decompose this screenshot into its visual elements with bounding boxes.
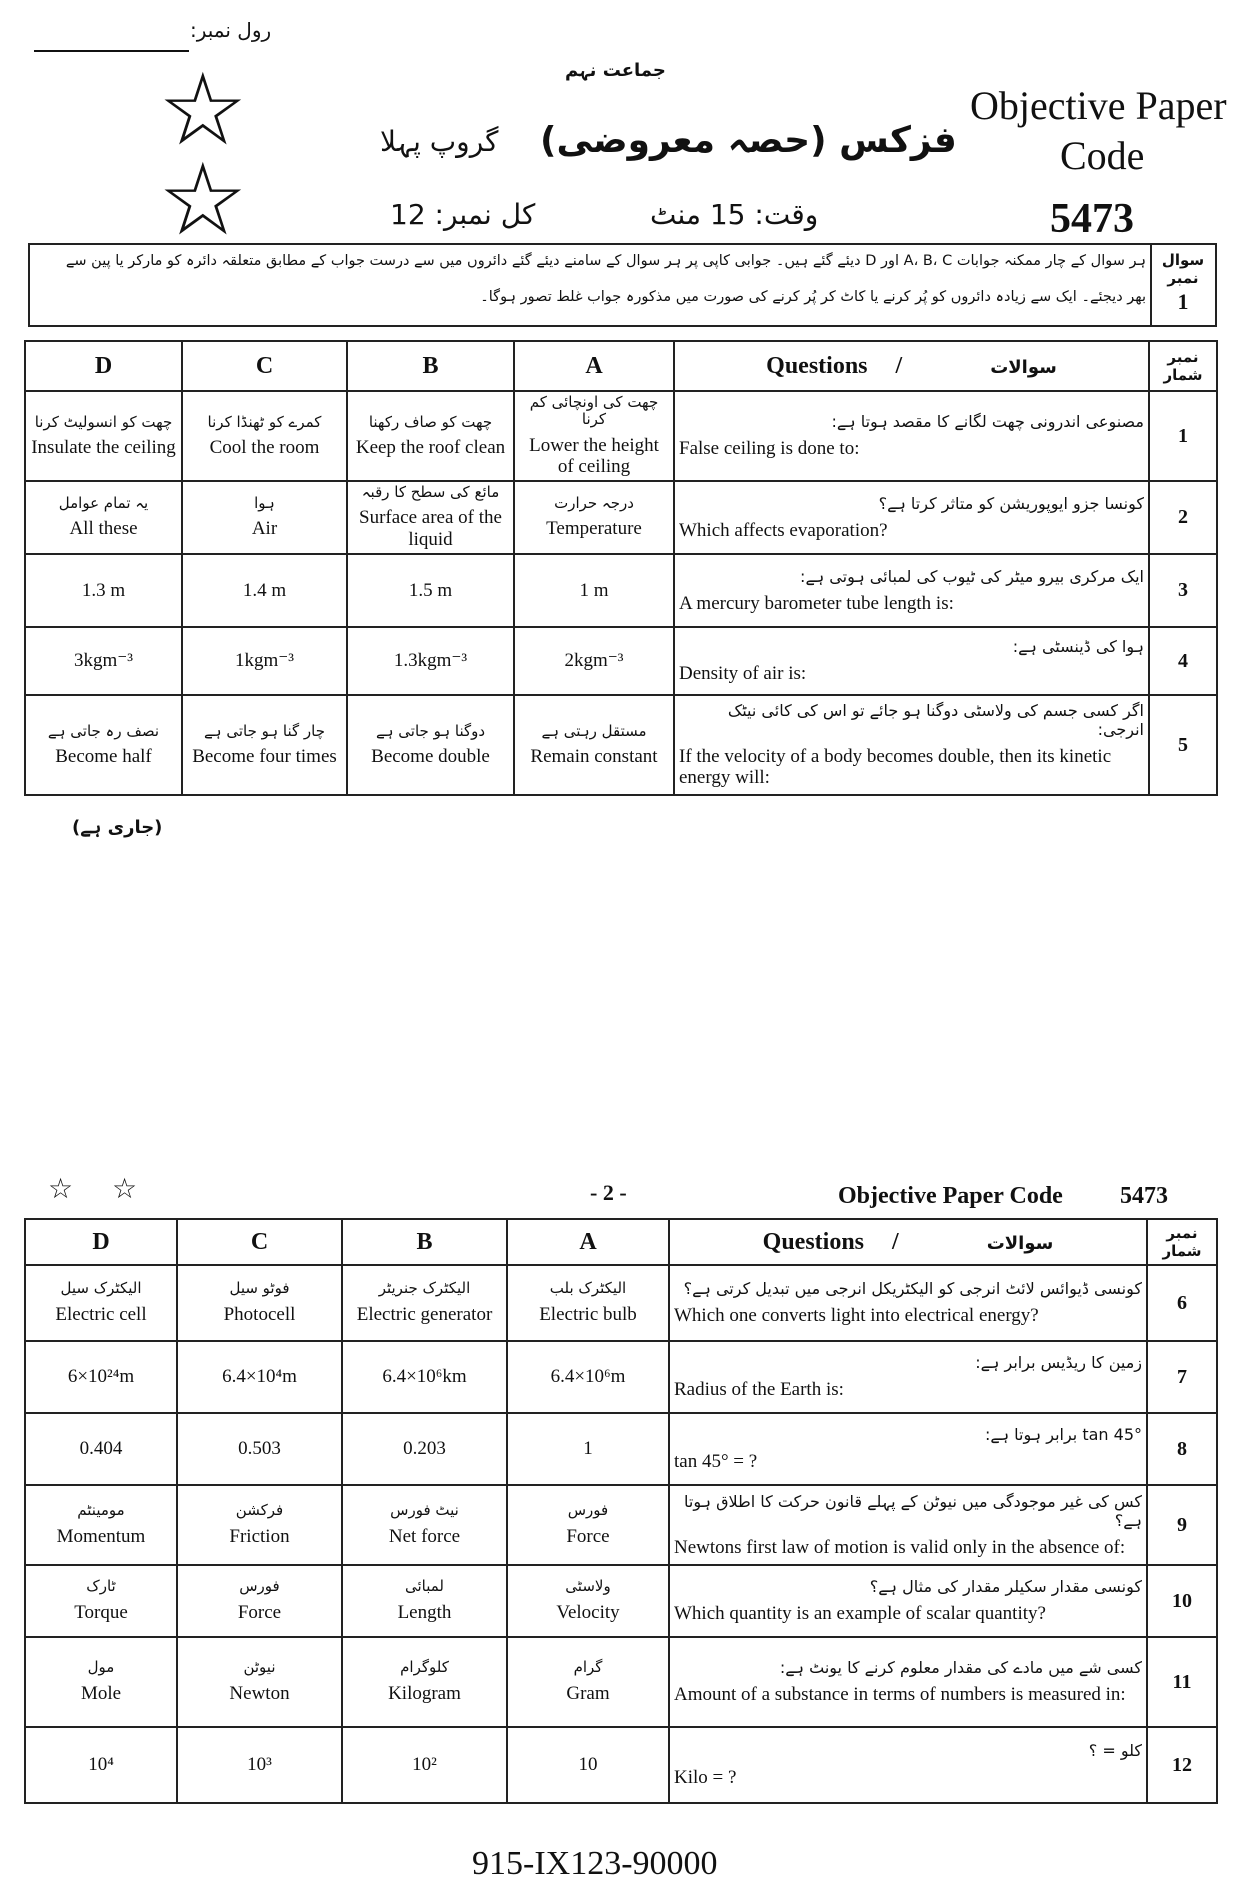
option-c-urdu: فوٹو سیل [229, 1279, 290, 1298]
option-d-english: 3kgm⁻³ [73, 650, 133, 672]
option-d-english: Momentum [56, 1525, 146, 1547]
table-row [25, 1637, 1217, 1727]
star-icon: ☆ [112, 1172, 138, 1205]
question-english: tan 45° = ? [674, 1451, 758, 1473]
option-a-urdu: درجہ حرارت [554, 494, 634, 513]
question-english: False ceiling is done to: [679, 438, 860, 460]
page2-code: 5473 [1120, 1183, 1168, 1209]
table-row [25, 1265, 1217, 1341]
question-cell [669, 1637, 1147, 1727]
question-urdu: کس کی غیر موجودگی میں نیوٹن کے پہلے قانون حرکت کا اطلاق ہوتا ہے؟ [684, 1491, 1142, 1530]
option-c-english: Cool the room [209, 436, 320, 458]
question-english: Which one converts light into electrical energy? [674, 1305, 1039, 1327]
option-b-english: Keep the roof clean [355, 436, 506, 458]
total-marks-label: کل نمبر: 12 [390, 198, 536, 231]
option-b-english: 1.5 m [408, 579, 453, 601]
question-urdu: کونسی ڈیوائس لائٹ انرجی کو الیکٹریکل انرجی میں تبدیل کرتی ہے؟ [683, 1279, 1142, 1299]
option-c-cell [177, 1565, 342, 1637]
option-b-cell [342, 1265, 507, 1341]
option-d-cell [25, 1485, 177, 1565]
column-header-d: D [25, 1219, 177, 1265]
question-cell [669, 1727, 1147, 1803]
question-cell [669, 1485, 1147, 1565]
question-english: Radius of the Earth is: [674, 1379, 844, 1401]
questions-ur: سوالات [990, 356, 1057, 378]
paper-code-label: Code [1060, 133, 1145, 178]
table-row [25, 554, 1217, 627]
option-c-english: Newton [229, 1682, 290, 1704]
option-a-cell [514, 695, 674, 795]
option-b-cell [347, 554, 514, 627]
question-urdu: اگر کسی جسم کی ولاسٹی دوگنا ہو جائے تو اس کی کائی نیٹک انرجی: [727, 701, 1144, 740]
option-b-urdu: کلوگرام [400, 1658, 449, 1677]
option-c-english: 0.503 [238, 1438, 281, 1460]
option-b-cell [347, 695, 514, 795]
question-number: 4 [1149, 627, 1217, 695]
option-b-english: 6.4×10⁶km [382, 1366, 467, 1388]
footer-code: 915-IX123-90000 [472, 1845, 718, 1882]
column-header-c: C [177, 1219, 342, 1265]
option-b-cell [347, 627, 514, 695]
table-row [25, 627, 1217, 695]
option-d-cell [25, 695, 182, 795]
column-header-a: A [507, 1219, 669, 1265]
option-b-urdu: الیکٹرک جنریٹر [378, 1279, 471, 1298]
option-d-urdu: نصف رہ جاتی ہے [47, 721, 160, 740]
option-c-cell [177, 1341, 342, 1413]
option-b-english: Length [397, 1601, 452, 1623]
star-icon: ☆ [158, 141, 248, 258]
option-b-english: 1.3kgm⁻³ [393, 650, 468, 672]
option-a-english: Electric bulb [539, 1303, 637, 1325]
option-c-cell [177, 1637, 342, 1727]
option-d-english: Become half [55, 745, 152, 767]
option-b-urdu: لمبائی [404, 1577, 445, 1596]
question-cell [674, 391, 1149, 481]
option-c-english: Become four times [192, 745, 337, 767]
option-a-cell [507, 1565, 669, 1637]
questions-en: Questions [762, 1228, 865, 1255]
option-b-english: Kilogram [388, 1682, 461, 1704]
page2-code-label: Objective Paper Code [838, 1183, 1063, 1209]
questions-ur: سوالات [986, 1232, 1054, 1254]
question-number: 10 [1147, 1565, 1217, 1637]
option-d-english: Mole [80, 1682, 122, 1704]
table-row [25, 1413, 1217, 1485]
question-english: Kilo = ? [674, 1767, 737, 1789]
column-header-questions [669, 1219, 1147, 1265]
questions-table-page-2 [24, 1218, 1218, 1804]
option-d-cell [25, 481, 182, 554]
option-b-cell [342, 1727, 507, 1803]
option-d-english: All these [69, 518, 138, 540]
class-label: جماعت نہم [565, 60, 666, 81]
column-header-b: B [342, 1219, 507, 1265]
question-english: Which quantity is an example of scalar quantity? [674, 1603, 1046, 1625]
option-d-urdu: مول [87, 1658, 115, 1677]
option-d-english: 1.3 m [81, 579, 126, 601]
question-number: 1 [1177, 289, 1189, 314]
question-number: 1 [1149, 391, 1217, 481]
option-a-urdu: گرام [573, 1658, 603, 1677]
question-number: 11 [1147, 1637, 1217, 1727]
question-english: Which affects evaporation? [679, 519, 888, 541]
questions-slash: / [892, 1228, 899, 1255]
table-row [25, 1485, 1217, 1565]
option-b-cell [342, 1637, 507, 1727]
option-c-english: 6.4×10⁴m [222, 1366, 297, 1388]
option-c-cell [177, 1265, 342, 1341]
instructions-box [28, 243, 1217, 327]
question-urdu: کونسی مقدار سکیلر مقدار کی مثال ہے؟ [869, 1577, 1142, 1597]
instructions-line-1: ہر سوال کے چار ممکنہ جوابات A، B، C اور D دیئے گئے ہیں۔ جوابی کاپی پر ہر سوال کے سامنے دیئے گئے دائروں میں سے درست جواب کے مطابق متعلقہ دائرہ کو مارکر یا پین سے [65, 253, 1146, 269]
question-english: A mercury barometer tube length is: [679, 592, 954, 614]
option-c-english: Friction [229, 1525, 290, 1547]
star-icon: ☆ [48, 1172, 74, 1205]
option-a-cell [514, 627, 674, 695]
question-number: 2 [1149, 481, 1217, 554]
table-row [25, 1341, 1217, 1413]
question-english: If the velocity of a body becomes double, then its kinetic energy will: [679, 746, 1112, 789]
option-b-english: 10² [412, 1754, 437, 1776]
option-c-cell [182, 554, 347, 627]
question-urdu: زمین کا ریڈیس برابر ہے: [975, 1353, 1142, 1373]
paper-title: Objective Paper [970, 83, 1227, 128]
option-d-urdu: الیکٹرک سیل [60, 1279, 142, 1298]
option-c-cell [182, 391, 347, 481]
option-c-cell [182, 695, 347, 795]
question-cell [674, 481, 1149, 554]
option-c-english: 10³ [247, 1754, 272, 1776]
option-d-cell [25, 1727, 177, 1803]
paper-code: 5473 [1050, 196, 1134, 242]
column-header-b: B [347, 341, 514, 391]
option-d-english: Torque [74, 1601, 128, 1623]
option-d-english: 10⁴ [88, 1754, 114, 1776]
question-number: 3 [1149, 554, 1217, 627]
question-number-label: سوال نمبر [1161, 251, 1205, 287]
table-row [25, 1727, 1217, 1803]
question-cell [669, 1565, 1147, 1637]
option-a-english: 2kgm⁻³ [564, 650, 624, 672]
table-row [25, 391, 1217, 481]
option-a-english: Remain constant [530, 745, 658, 767]
option-c-english: Air [251, 518, 278, 540]
option-a-cell [514, 554, 674, 627]
option-a-english: Gram [566, 1682, 610, 1704]
roll-number-label: رول نمبر: [190, 18, 272, 42]
option-a-english: 6.4×10⁶m [550, 1366, 626, 1388]
option-b-urdu: دوگنا ہو جاتی ہے [375, 721, 486, 740]
option-d-cell [25, 1413, 177, 1485]
option-a-english: Temperature [546, 518, 642, 540]
option-a-cell [514, 481, 674, 554]
question-number: 7 [1147, 1341, 1217, 1413]
option-b-cell [342, 1485, 507, 1565]
question-number: 12 [1147, 1727, 1217, 1803]
option-c-english: 1.4 m [242, 579, 287, 601]
option-a-cell [507, 1413, 669, 1485]
option-d-cell [25, 1565, 177, 1637]
option-b-english: 0.203 [403, 1438, 446, 1460]
option-a-cell [507, 1341, 669, 1413]
option-d-cell [25, 1265, 177, 1341]
option-a-cell [507, 1637, 669, 1727]
option-c-cell [182, 627, 347, 695]
questions-slash: / [895, 352, 903, 379]
option-d-english: 6×10²⁴m [67, 1366, 135, 1388]
option-c-english: 1kgm⁻³ [234, 650, 294, 672]
question-number: 9 [1147, 1485, 1217, 1565]
option-a-urdu: الیکٹرک بلب [549, 1279, 627, 1298]
question-cell [674, 554, 1149, 627]
question-cell [669, 1341, 1147, 1413]
option-a-cell [507, 1265, 669, 1341]
question-urdu: tan 45° برابر ہوتا ہے: [984, 1425, 1142, 1445]
question-urdu: ایک مرکری بیرو میٹر کی ٹیوب کی لمبائی ہوتی ہے: [800, 566, 1144, 586]
question-english: Newtons first law of motion is valid only in the absence of: [674, 1536, 1126, 1558]
option-a-english: 1 [583, 1438, 593, 1460]
option-c-urdu: چار گنا ہو جاتی ہے [203, 721, 326, 740]
option-d-english: Insulate the ceiling [31, 436, 176, 458]
option-b-urdu: نیٹ فورس [390, 1501, 459, 1520]
question-number: 5 [1149, 695, 1217, 795]
option-a-english: 1 m [579, 579, 609, 601]
question-english: Density of air is: [679, 663, 807, 685]
option-a-cell [507, 1727, 669, 1803]
option-c-cell [182, 481, 347, 554]
continued-label: (جاری ہے) [72, 817, 163, 838]
column-header-questions [674, 341, 1149, 391]
option-a-urdu: چھت کی اونچائی کم کرنا [529, 393, 659, 429]
question-number: 6 [1147, 1265, 1217, 1341]
option-d-urdu: یہ تمام عوامل [58, 494, 149, 513]
question-urdu: کونسا جزو ایوپوریشن کو متاثر کرتا ہے؟ [878, 493, 1144, 513]
option-b-urdu: مائع کی سطح کا رقبہ [361, 483, 500, 502]
question-number: 8 [1147, 1413, 1217, 1485]
option-c-urdu: فورس [239, 1577, 280, 1596]
question-urdu: کلو = ؟ [1088, 1741, 1142, 1761]
option-a-english: Lower the height of ceiling [529, 434, 659, 478]
option-b-cell [342, 1341, 507, 1413]
option-d-english: Electric cell [55, 1303, 147, 1325]
option-a-urdu: ولاسٹی [565, 1577, 611, 1596]
option-a-cell [507, 1485, 669, 1565]
instructions-line-2: بھر دیجئے۔ ایک سے زیادہ دائروں کو پُر کرنے یا کاٹ کر پُر کرنے کی صورت میں مذکورہ جواب غلط تصور ہوگا۔ [480, 289, 1146, 305]
option-d-english: 0.404 [79, 1438, 123, 1460]
question-urdu: ہوا کی ڈینسٹی ہے: [1012, 637, 1144, 657]
time-label: وقت: 15 منٹ [650, 198, 819, 231]
option-b-english: Electric generator [356, 1303, 493, 1325]
questions-table-page-1 [24, 340, 1218, 796]
option-b-cell [342, 1413, 507, 1485]
option-a-cell [514, 391, 674, 481]
option-b-cell [342, 1565, 507, 1637]
option-c-urdu: نیوٹن [243, 1658, 276, 1677]
page-number: - 2 - [590, 1180, 627, 1205]
option-b-english: Surface area of the liquid [359, 507, 502, 551]
column-header-a: A [514, 341, 674, 391]
option-c-urdu: ہوا [254, 494, 275, 513]
option-a-urdu: فورس [567, 1501, 609, 1520]
group-label: گروپ پہلا [380, 125, 499, 158]
option-d-cell [25, 627, 182, 695]
table-row [25, 695, 1217, 795]
option-c-english: Force [237, 1601, 282, 1623]
option-b-cell [347, 391, 514, 481]
column-header-number: نمبر شمار [1147, 1219, 1217, 1265]
option-b-english: Become double [371, 745, 490, 767]
option-a-english: Velocity [556, 1601, 620, 1623]
option-d-cell [25, 1637, 177, 1727]
option-a-english: 10 [578, 1754, 598, 1776]
question-english: Amount of a substance in terms of numbers is measured in: [674, 1684, 1126, 1706]
column-header-number: نمبر شمار [1149, 341, 1217, 391]
option-d-urdu: چھت کو انسولیٹ کرنا [34, 412, 173, 431]
option-c-cell [177, 1485, 342, 1565]
question-cell [669, 1413, 1147, 1485]
option-d-cell [25, 391, 182, 481]
option-b-cell [347, 481, 514, 554]
option-c-urdu: کمرے کو ٹھنڈا کرنا [207, 412, 322, 431]
question-cell [674, 695, 1149, 795]
subject-title: فزکس (حصہ معروضی) [540, 120, 957, 161]
question-urdu: مصنوعی اندرونی چھت لگانے کا مقصد ہوتا ہے: [831, 412, 1144, 432]
option-c-cell [177, 1413, 342, 1485]
star-icon: ☆ [158, 51, 248, 168]
option-d-urdu: ٹارک [86, 1577, 116, 1596]
option-a-urdu: مستقل رہتی ہے [541, 721, 647, 740]
option-c-cell [177, 1727, 342, 1803]
table-row [25, 481, 1217, 554]
question-cell [674, 627, 1149, 695]
option-d-cell [25, 554, 182, 627]
option-b-urdu: چھت کو صاف رکھنا [368, 412, 493, 431]
question-urdu: کسی شے میں مادے کی مقدار معلوم کرنے کا یونٹ ہے: [779, 1658, 1142, 1678]
option-a-english: Force [566, 1525, 610, 1547]
table-row [25, 1565, 1217, 1637]
option-b-english: Net force [388, 1525, 461, 1547]
column-header-c: C [182, 341, 347, 391]
question-cell [669, 1265, 1147, 1341]
option-d-urdu: مومینٹم [77, 1501, 125, 1520]
option-c-english: Photocell [223, 1303, 296, 1325]
option-c-urdu: فرکشن [235, 1501, 284, 1520]
questions-en: Questions [766, 352, 868, 379]
option-d-cell [25, 1341, 177, 1413]
column-header-d: D [25, 341, 182, 391]
